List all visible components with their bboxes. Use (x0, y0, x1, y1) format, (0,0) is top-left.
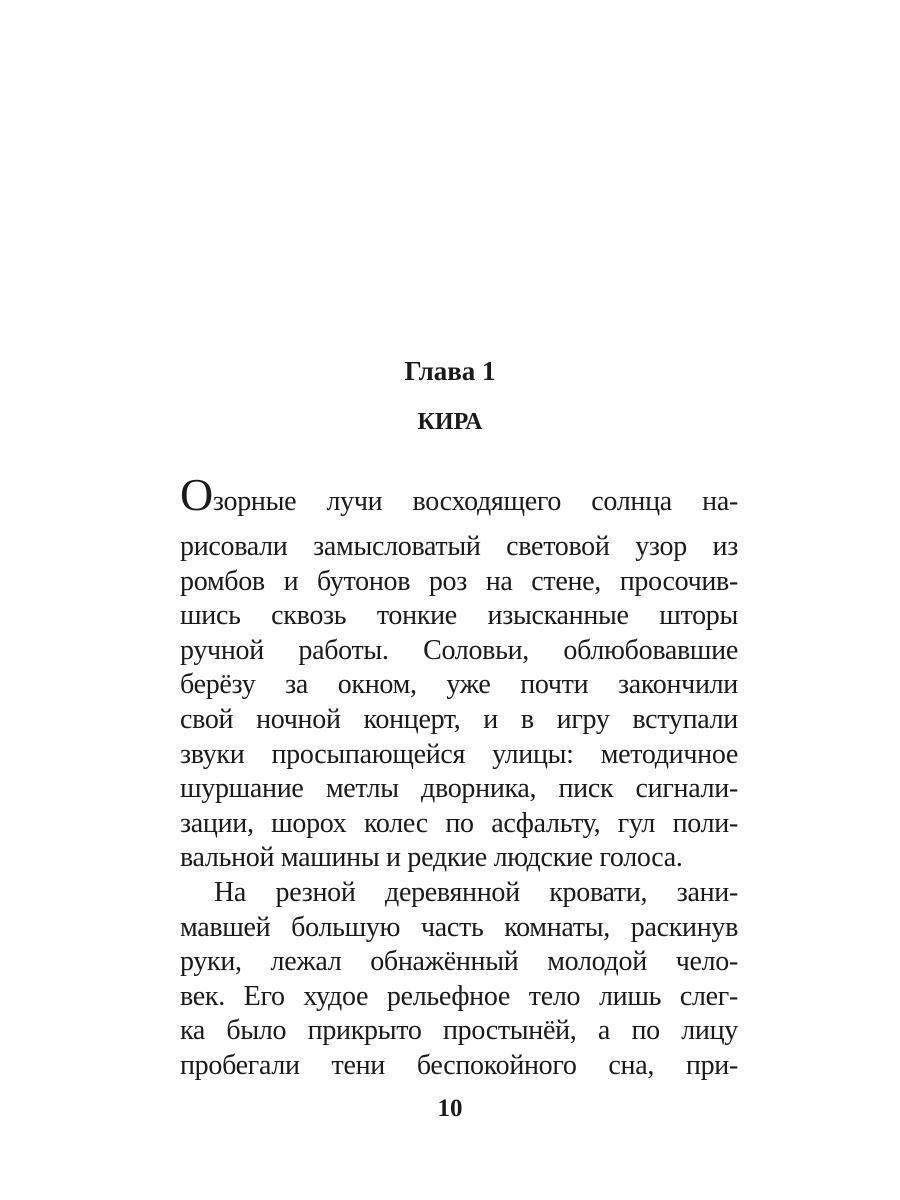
chapter-number: Глава 1 (404, 356, 496, 386)
text-line: мавшей большую часть комнаты, раскинув (180, 911, 738, 943)
text-line: рисовали замысловатый световой узор из (180, 531, 738, 562)
text-line: шись сквозь тонкие изысканные шторы (180, 600, 738, 632)
text-line: На резной деревянной кровати, зани- (214, 876, 738, 908)
text-line: берёзу за окном, уже почти закончили (180, 669, 738, 701)
text-line: руки, лежал обнажённый молодой чело- (180, 946, 738, 978)
page-number: 10 (437, 1095, 463, 1122)
text-line: ка было прикрыто простынёй, а по лицу (180, 1015, 738, 1047)
text-line: вальной машины и редкие людские голоса. (180, 842, 683, 874)
text-line: ручной работы. Соловьи, облюбовавшие (180, 634, 738, 666)
text-line: свой ночной концерт, и в игру вступали (180, 703, 738, 735)
text-line: ромбов и бутонов роз на стене, просочив- (180, 565, 738, 597)
body-text (180, 469, 738, 1084)
text-line: шуршание метлы дворника, писк сигнали- (180, 773, 738, 805)
text-line: век. Его худое рельефное тело лишь слег- (180, 980, 738, 1012)
text-line-rest: зорные лучи восходящего солнца на- (212, 486, 738, 517)
chapter-title: КИРА (417, 409, 483, 435)
text-line: зации, шорох колес по асфальту, гул поли- (180, 807, 738, 839)
drop-cap: О (180, 469, 213, 520)
text-line (180, 469, 738, 522)
text-line: звуки просыпающейся улицы: методичное (180, 738, 738, 770)
text-line: пробегали тени беспокойного сна, при- (180, 1049, 738, 1081)
